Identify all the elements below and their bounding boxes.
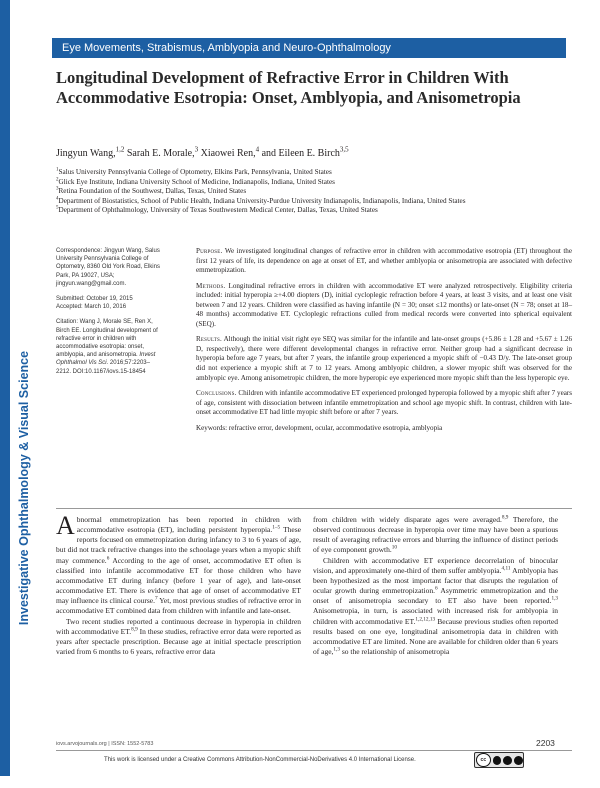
abstract	[196, 247, 572, 439]
affiliation-number: 2	[56, 177, 59, 183]
citation-ref[interactable]: 1,3	[333, 646, 340, 653]
body-text: Anisometropia, in turn, is associated with increased risk for amblyopia in children with accommodative ET.	[313, 606, 558, 626]
abstract-text: Children with infantile accommodative ET experienced prolonged hyperopia followed by a myopic shift after 7 years of age, consistent with dissociation between infantile emmetropization and school age myopic shift. In contrast, children with late-onset accommodative ET had little myopic shift before or after 7 years.	[196, 389, 572, 417]
affiliation	[56, 197, 556, 207]
affiliation-list	[56, 168, 556, 216]
body-text: Children with accommodative ET experience decorrelation of binocular vision, and approximately one-third of them suffer amblyopia.	[313, 555, 558, 575]
citation-ref[interactable]: 1,2,12,13	[415, 616, 436, 623]
affiliation-number: 4	[56, 196, 59, 202]
citation-text: Citation: Wang J, Morale SE, Ren X, Birch EE. Longitudinal development of refractive error in children with accommodative esotropia: onset, amblyopia, and anisometropia.	[56, 319, 158, 359]
body-text: Amblyopia has been hypothesized as the most important factor that disrupts the regulation of ocular growth during emmetropization.	[313, 565, 558, 596]
citation-ref[interactable]: 8,9	[131, 626, 138, 633]
citation-ref[interactable]: 10	[391, 544, 397, 551]
affiliation-number: 5	[56, 205, 59, 211]
body-text: Therefore, the observed continuous decrease in hyperopia over time may have been a spurious result of averaging refractive errors and blurring the influence of distinct periods of eye component growth.	[313, 515, 558, 555]
submitted-date: Submitted: October 19, 2015	[56, 296, 133, 303]
body-text: Yet, most previous studies of refractive error in accommodative ET combined data from children with infantile and late-onset.	[56, 596, 301, 616]
body-paragraph	[56, 617, 301, 658]
author-affil-ref: 3,5	[339, 145, 349, 154]
noderivatives-icon	[514, 756, 523, 765]
citation-ref[interactable]: 7	[154, 595, 158, 602]
body-column-right	[313, 515, 558, 657]
citation-ref[interactable]: 4,11	[501, 565, 511, 572]
abstract-text: We investigated longitudinal changes of refractive error in children with accommodative esotropia (ET) throughout the first 12 years of life, its dependence on age at onset of ET, and whether amblyopia or anisometropia are associated with defective emmetropization.	[196, 247, 572, 275]
affiliation-text: Glick Eye Institute, Indiana University School of Medicine, Indianapolis, Indiana, United States	[58, 177, 335, 186]
submission-dates	[56, 295, 164, 311]
body-text: Asymmetric emmetropization and the onset of anisometropia secondary to ET also have been reported.	[313, 586, 558, 606]
affiliation-text: Salus University Pennsylvania College of Optometry, Elkins Park, Pennsylvania, United States	[58, 168, 332, 176]
author-list	[56, 147, 576, 160]
abstract-text: Although the initial visit right eye SEQ was similar for the infantile and late-onset groups (+5.86 ± 1.28 and +5.67 ± 1.26 D, respectively), there were different developmental changes in refractive error. Neither group had a significant decrease in hyperopia before age 7 years, but after 7 years, the infantile group experienced a myopic shift of −0.43 D/y. The late-onset group did not experience a myopic shift at 7 to 12 years. Among amblyopic children, a slower myopic shift was observed for the amblyopic eye. Among anisometropic children, the more hyperopic eye experienced more myopic shift than the less hyperopic eye.	[196, 335, 573, 382]
citation-journal: Invest Ophthalmol Vis Sci.	[56, 352, 156, 367]
body-paragraph	[313, 515, 558, 556]
abstract-conclusions	[196, 389, 572, 418]
citation-ref[interactable]: 1–5	[272, 524, 281, 531]
author: Xiaowei Ren,	[200, 148, 256, 159]
body-paragraph	[56, 511, 301, 617]
author: and Eileen E. Birch	[261, 148, 340, 159]
citation-ref[interactable]: 1,3	[551, 595, 558, 602]
author-affil-ref: 1,2	[115, 145, 125, 154]
abstract-label: Purpose.	[196, 247, 223, 255]
author-affil-ref: 3	[194, 145, 199, 154]
body-text: Two recent studies reported a continuous decrease in hyperopia in children with accommodative ET.	[56, 616, 301, 636]
affiliation	[56, 178, 556, 188]
section-banner: Eye Movements, Strabismus, Amblyopia and Neuro-Ophthalmology	[52, 38, 566, 58]
drop-cap: A	[56, 511, 75, 540]
footer-divider	[56, 750, 572, 751]
abstract-label: Results.	[196, 335, 222, 344]
body-column-left	[56, 511, 302, 657]
affiliation	[56, 168, 556, 178]
cc-license-badge[interactable]	[474, 752, 524, 768]
abstract-purpose	[196, 247, 572, 276]
abstract-label: Methods.	[196, 281, 226, 290]
body-text: In these studies, refractive error data were reported as years after spectacle prescription. Because age at initial spectacle prescription varied from 6 months to 6 years, refractive error data	[56, 626, 302, 657]
abstract-methods	[196, 282, 572, 330]
citation-doi[interactable]: 2016;57:2203–2212. DOI:10.1167/iovs.15-18454	[56, 360, 150, 375]
cc-icon: cc	[476, 753, 491, 767]
article-info-sidebar	[56, 247, 164, 383]
correspondence: Correspondence: Jingyun Wang, Salus University Pennsylvania College of Optometry, 8360 Old York Road, Elkins Park, PA 19027, USA; jingyun.wang@gmail.com.	[56, 248, 160, 287]
author: Sarah E. Morale,	[126, 148, 195, 159]
noncommercial-icon	[503, 756, 512, 765]
body-text: According to the age of onset, accommodative ET often is classified into infantile accommodative ET for those children who have accommodative ET during infancy (before 1 year of age), and late-onset accommodative ET. There is evidence that age of onset of accommodative ET may influence its clinical course.	[56, 555, 301, 606]
keywords: Keywords: refractive error, development, ocular, accommodative esotropia, amblyopia	[196, 423, 443, 432]
article-title: Longitudinal Development of Refractive Error in Children With Accommodative Esotropia: Onset, Amblyopia, and Anisometropia	[56, 68, 521, 107]
affiliation-text: Department of Ophthalmology, University of Texas Southwestern Medical Center, Dallas, Texas, United States	[58, 206, 378, 215]
body-text: so the relationship of anisometropia	[339, 647, 450, 657]
abstract-label: Conclusions.	[196, 389, 237, 398]
body-paragraph	[313, 556, 558, 658]
affiliation-number: 1	[56, 167, 59, 173]
citation-ref[interactable]: 6	[106, 555, 110, 562]
attribution-icon	[493, 756, 502, 765]
affiliation-text: Department of Biostatistics, School of Public Health, Indiana University-Purdue University Indianapolis, Indianapolis, Indiana, United States	[58, 196, 466, 205]
journal-side-title: Investigative Ophthalmology & Visual Science	[17, 350, 31, 626]
affiliation	[56, 206, 556, 216]
accepted-date: Accepted: March 10, 2016	[56, 304, 127, 311]
author: Jingyun Wang,	[56, 148, 116, 159]
citation-ref[interactable]: 6	[434, 585, 438, 592]
page-number: 2203	[536, 738, 555, 748]
abstract-text: Longitudinal refractive errors in children with accommodative ET were analyzed retrospectively. Eligibility criteria included: initial hyperopia ≥+4.00 diopters (D), initial cycloplegic refraction before 4 years, at least 3 visits, and at least one visit between 7 and 12 years. Children were classified as having infantile (N = 30; onset ≤12 months) or late-onset (N = 78; onset at 18–48 months) accommodative ET. Cycloplegic refractions culled from medical records were converted into spherical equivalent (SEQ).	[196, 281, 572, 328]
author-affil-ref: 4	[255, 145, 260, 154]
abstract-results	[196, 335, 572, 383]
body-text: bnormal emmetropization has been reported in children with accommodative esotropia (ET), including persistent hyperopia.	[76, 515, 301, 535]
journal-url[interactable]: iovs.arvojournals.org | ISSN: 1552-5783	[56, 741, 154, 747]
body-text: Because previous studies often reported results based on one eye, longitudinal anisometropia data in children with accommodative ET are limited. None are available for children older than 6 years of age,	[313, 616, 558, 657]
citation-ref[interactable]: 8,9	[501, 514, 509, 521]
body-text: from children with widely disparate ages were averaged.	[313, 515, 502, 524]
journal-side-bar	[0, 0, 10, 776]
affiliation	[56, 187, 556, 197]
abstract-divider	[56, 508, 572, 509]
affiliation-text: Retina Foundation of the Southwest, Dallas, Texas, United States	[58, 187, 247, 196]
citation	[56, 318, 164, 375]
affiliation-number: 3	[56, 186, 59, 192]
body-text: These reports focused on emmetropization during infancy to 3 to 6 years of age, but did not track refractive changes into the schoolage years when a myopic shift may commence.	[56, 525, 301, 565]
license-text[interactable]: This work is licensed under a Creative Commons Attribution-NonCommercial-NoDerivatives 4.0 International License.	[104, 757, 416, 763]
